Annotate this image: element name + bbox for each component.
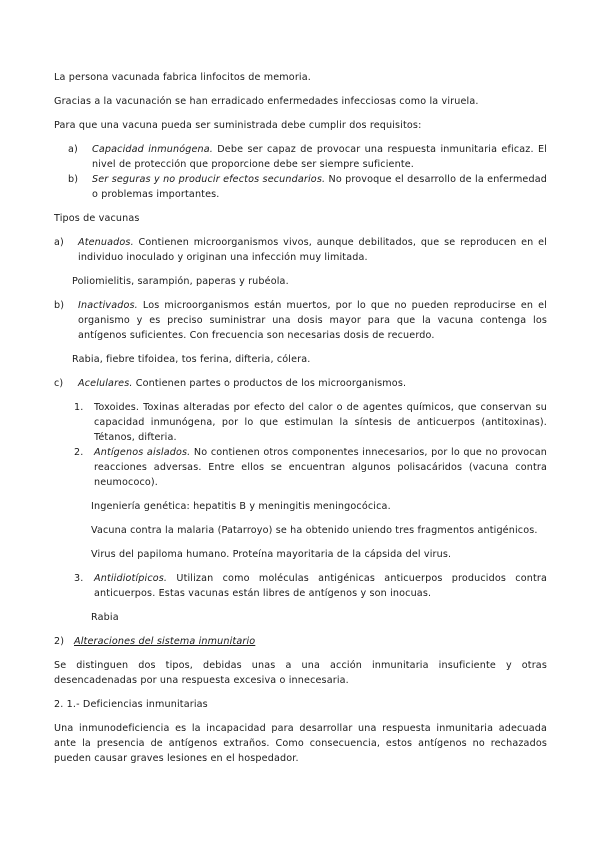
antigen-note-papilloma: Virus del papiloma humano. Proteína mayoritaria de la cápsida del virus. [91,549,452,560]
type-b [54,298,547,343]
type-c-title: Acelulares. [78,378,133,389]
section-2-title: Alteraciones del sistema inmunitario [74,636,256,647]
type-c [54,376,547,391]
subtype-1-text: Toxinas alteradas por efecto del calor o de agentes químicos, que conservan su capacidad inmunógena, por lo que estimulan la síntesis de anticuerpos (antitoxinas). Tétanos, difteria. [94,402,547,443]
type-a [54,235,547,265]
type-b-examples: Rabia, fiebre tifoidea, tos ferina, difteria, cólera. [72,354,311,365]
requirement-a-text: Debe ser capaz de provocar una respuesta inmunitaria eficaz. El nivel de protección que proporcione debe ser siempre suficiente. [92,144,547,170]
antigen-note-genetic: Ingeniería genética: hepatitis B y meningitis meningocócica. [91,501,391,512]
subtype-1-marker: 1. [74,402,84,413]
subtype-2-title: Antígenos aislados. [94,447,191,458]
intro-memory-cells: La persona vacunada fabrica linfocitos de memoria. [54,72,311,83]
type-a-title: Atenuados. [78,237,134,248]
antigen-note-malaria: Vacuna contra la malaria (Patarroyo) se ha obtenido uniendo tres fragmentos antigénicos. [91,525,538,536]
subtype-1-title: Toxoides. [94,402,140,413]
subtype-2 [54,445,547,490]
subtype-3 [54,571,547,601]
requirement-b-text: No provoque el desarrollo de la enfermedad o problemas importantes. [92,174,547,200]
type-b-title: Inactivados. [78,300,138,311]
subtype-2-marker: 2. [74,447,84,458]
requirement-a-title: Capacidad inmunógena. [92,144,213,155]
requirement-b [54,172,547,202]
requirement-b-title: Ser seguras y no producir efectos secundarios. [92,174,326,185]
subtype-1 [54,400,547,445]
type-c-text: Contienen partes o productos de los microorganismos. [132,378,407,389]
intro-requirements: Para que una vacuna pueda ser suministrada debe cumplir dos requisitos: [54,120,422,131]
requirement-a-marker: a) [68,144,78,155]
intro-eradication: Gracias a la vacunación se han erradicado enfermedades infecciosas como la viruela. [54,96,479,107]
requirement-a [54,142,547,172]
section-2-1-text: Una inmunodeficiencia es la incapacidad para desarrollar una respuesta inmunitaria adecuada ante la presencia de antígenos extraños. Como consecuencia, estos antígenos no rechazados pueden causar graves lesiones en el hospedador. [54,723,547,764]
type-a-text: Contienen microorganismos vivos, aunque debilitados, que se reproducen en el individuo inoculado y originan una infección muy limitada. [78,237,547,263]
section-2-marker: 2) [54,636,65,647]
type-a-examples: Poliomielitis, sarampión, paperas y rubéola. [72,276,289,287]
section-2-1-heading: 2. 1.- Deficiencias inmunitarias [54,699,208,710]
type-b-marker: b) [54,300,65,311]
types-heading: Tipos de vacunas [54,213,140,224]
subtype-3-example: Rabia [91,612,119,623]
type-c-marker: c) [54,378,64,389]
subtype-3-title: Antiidiotípicos. [94,573,168,584]
subtype-2-text: No contienen otros componentes innecesarios, por lo que no provocan reacciones adversas. Entre ellos se encuentran algunos polisacáridos (vacuna contra neumococo). [94,447,547,488]
type-b-text: Los microorganismos están muertos, por lo que no pueden reproducirse en el organismo y es preciso suministrar una dosis mayor para que la vacuna contenga los antígenos suficientes. Con frecuencia son necesarias dosis de recuerdo. [78,300,547,341]
section-2-text: Se distinguen dos tipos, debidas unas a una acción inmunitaria insuficiente y otras desencadenadas por una respuesta excesiva o innecesaria. [54,660,547,686]
section-2-heading [54,634,547,649]
requirement-b-marker: b) [68,174,79,185]
subtype-3-text: Utilizan como moléculas antigénicas anticuerpos producidos contra anticuerpos. Estas vacunas están libres de antígenos y son inocuas. [94,573,547,599]
type-a-marker: a) [54,237,64,248]
subtype-3-marker: 3. [74,573,84,584]
